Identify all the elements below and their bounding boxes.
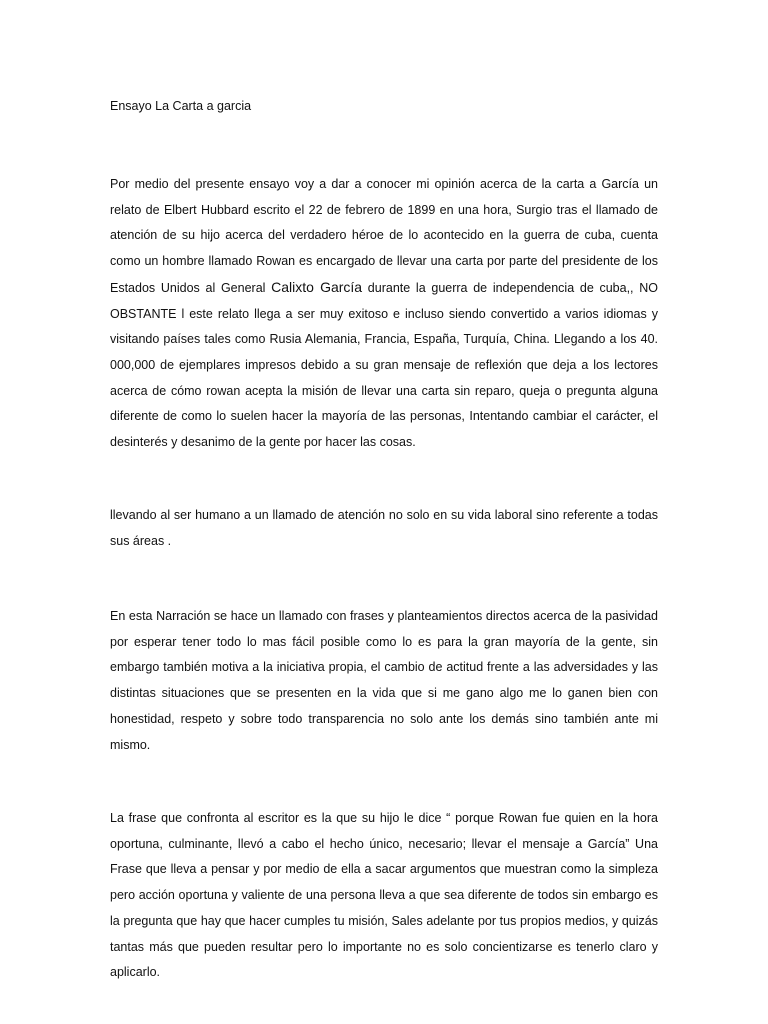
paragraph-fourth: La frase que confronta al escritor es la que su hijo le dice “ porque Rowan fue quien en la hora oportuna, culminante, llevó a cabo el hecho único, necesario; llevar el mensaje a García” Una Frase que lleva a pensar y por medio de ella a sacar argumentos que muestran como la simpleza pero acción oportuna y valiente de una persona lleva a que sea diferente de todos sin embargo es la pregunta que hay que hacer cumples tu misión, Sales adelante por tus propios medios, y quizás tantas más que pueden resultar pero lo importante no es solo concientizarse es tenerlo claro y aplicarlo. — [110, 811, 658, 980]
paragraph-second — [110, 503, 658, 554]
highlighted-name: Calixto García — [271, 278, 363, 295]
paragraph-intro — [110, 172, 658, 456]
document-title: Ensayo La Carta a garcia — [110, 99, 252, 113]
paragraph-third: En esta Narración se hace un llamado con frases y planteamientos directos acerca de la pasividad por esperar tener todo lo mas fácil posible como lo es para la gran mayoría de la gente, sin embargo también motiva a la iniciativa propia, el cambio de actitud frente a las adversidades y las distintas situaciones que se presenten en la vida que si me gano algo me lo ganen bien con honestidad, respeto y sobre todo transparencia no solo ante los demás sino también ante mi mismo. — [110, 609, 658, 752]
paragraph-second-text: llevando al ser humano a un llamado de atención no solo en su vida laboral sino referente a todas sus áreas . — [110, 508, 658, 548]
paragraph-intro-text-start: Por medio del presente ensayo voy a dar a conocer mi opinión acerca de la carta a García un relato de Elbert Hubbard escrito el 22 de febrero de 1899 en una hora, Surgio tras el llamado de atención de su hijo acerca del verdadero héroe de lo acontecido en la guerra de cuba, cuenta como un hombre llamado Rowan es encargado de llevar una carta por parte del presidente de los Estados Unidos al General — [110, 177, 658, 295]
paragraph-intro-text-end: durante la guerra de independencia de cuba,, NO OBSTANTE l este relato llega a ser muy exitoso e incluso siendo convertido a varios idiomas y visitando países tales como Rusia Alemania, Francia, España, Turquía, China. Llegando a los 40. 000,000 de ejemplares impresos debido a su gran mensaje de reflexión que deja a los lectores acerca de cómo rowan acepta la misión de llevar una carta sin reparo, queja o pregunta alguna diferente de como lo suelen hacer la mayoría de las personas, Intentando cambiar el carácter, el desinterés y desanimo de la gente por hacer las cosas. — [110, 280, 658, 450]
